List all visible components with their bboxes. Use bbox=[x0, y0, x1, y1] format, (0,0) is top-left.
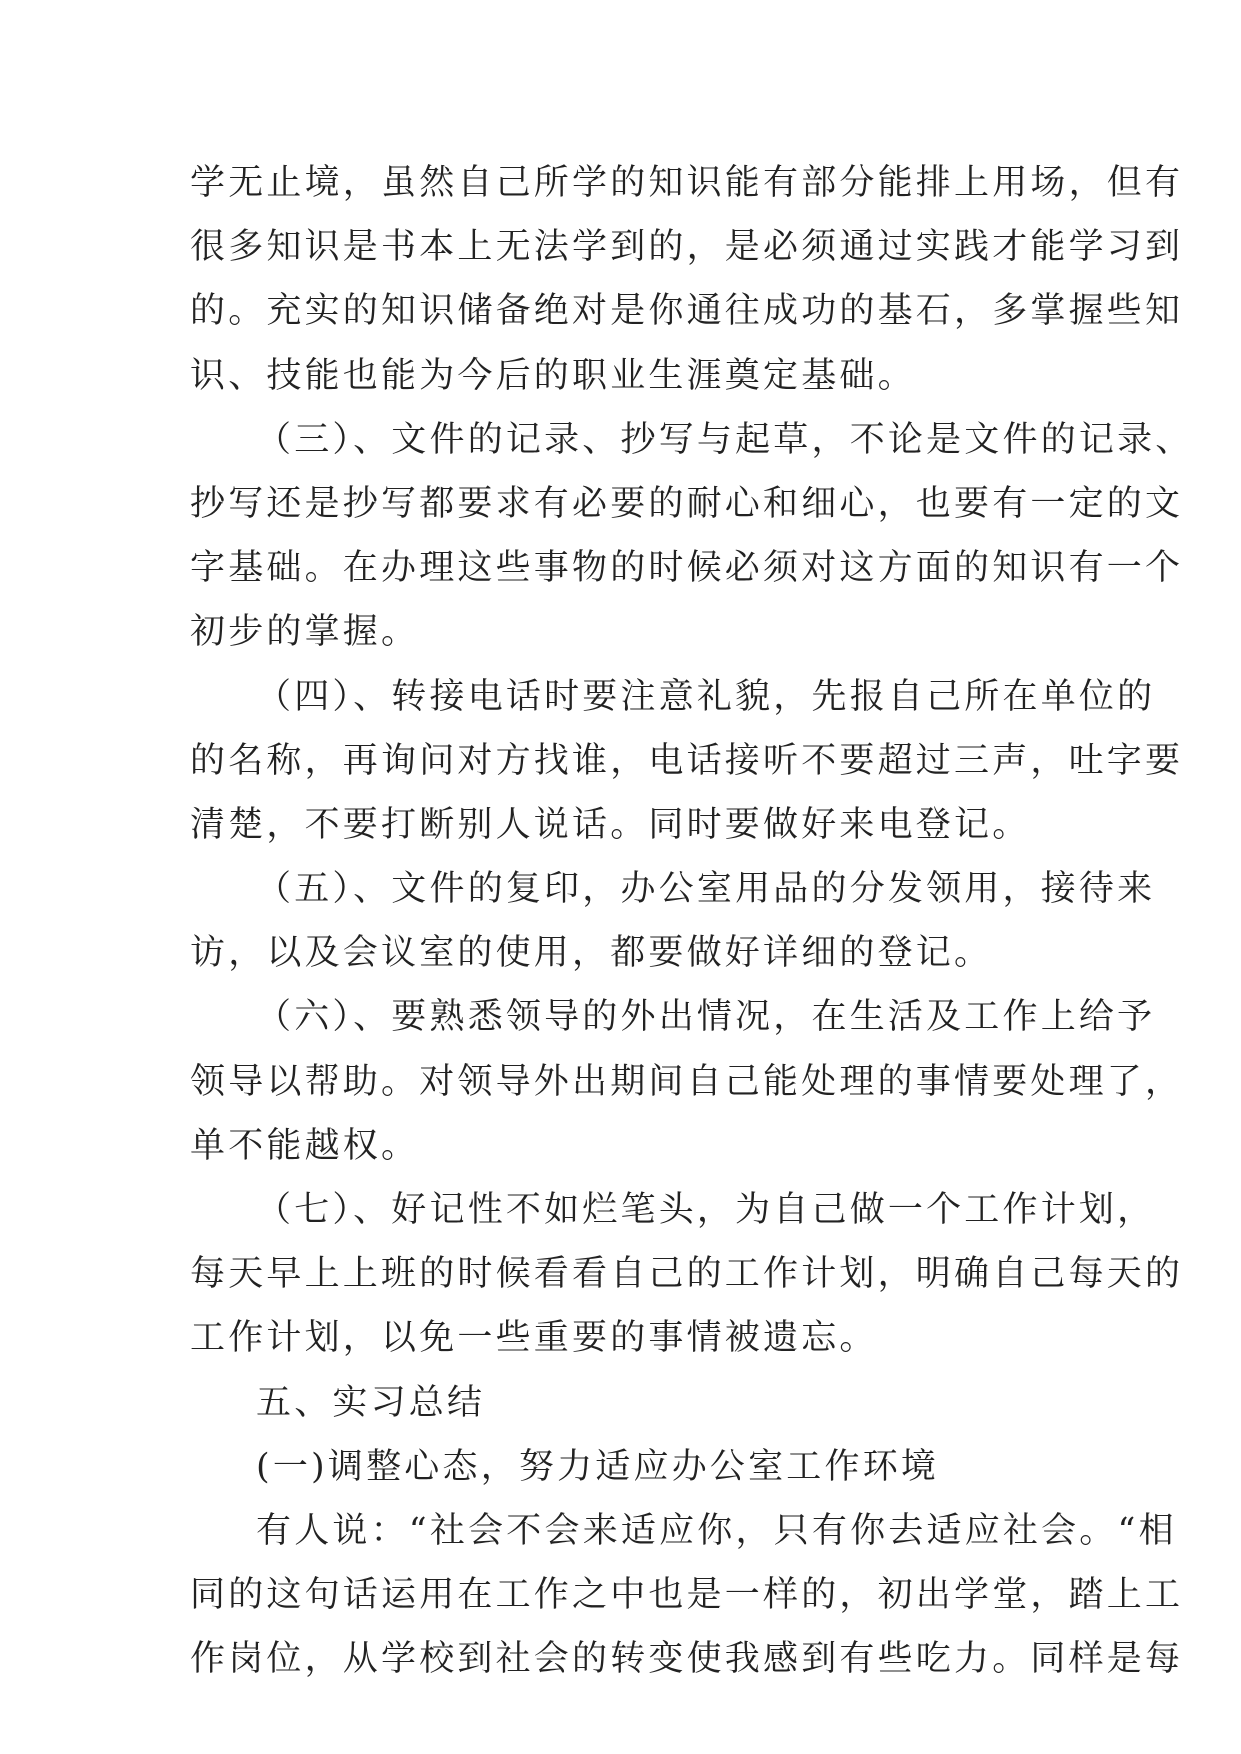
text-line: （三）、文件的记录、抄写与起草，不论是文件的记录、 bbox=[256, 419, 1194, 460]
text-line: 五、实习总结 bbox=[256, 1382, 486, 1423]
text-line: 同的这句话运用在工作之中也是一样的，初出学堂，踏上工 bbox=[190, 1575, 1184, 1616]
text-line: 初步的掌握。 bbox=[190, 612, 420, 653]
text-line: 单不能越权。 bbox=[190, 1125, 420, 1166]
text-line: 访，以及会议室的使用，都要做好详细的登记。 bbox=[190, 933, 993, 974]
text-line: （五）、文件的复印，办公室用品的分发领用，接待来 bbox=[256, 869, 1156, 910]
text-line: 字基础。在办理这些事物的时候必须对这方面的知识有一个 bbox=[190, 548, 1184, 589]
text-line: 的名称，再询问对方找谁，电话接听不要超过三声，吐字要 bbox=[190, 740, 1184, 781]
text-line: 领导以帮助。对领导外出期间自己能处理的事情要处理了， bbox=[190, 1061, 1184, 1102]
text-line: 抄写还是抄写都要求有必要的耐心和细心，也要有一定的文 bbox=[190, 483, 1184, 524]
text-line: 每天早上上班的时候看看自己的工作计划，明确自己每天的 bbox=[190, 1254, 1184, 1295]
text-line: （七）、好记性不如烂笔头，为自己做一个工作计划， bbox=[256, 1190, 1156, 1230]
text-line: （六）、要熟悉领导的外出情况，在生活及工作上给予 bbox=[256, 997, 1156, 1038]
text-line: 学无止境，虽然自己所学的知识能有部分能排上用场，但有 bbox=[190, 163, 1184, 203]
text-line: 工作计划，以免一些重要的事情被遗忘。 bbox=[190, 1318, 878, 1359]
text-line: 清楚，不要打断别人说话。同时要做好来电登记。 bbox=[190, 804, 1031, 845]
text-line: 的。充实的知识储备绝对是你通往成功的基石，多掌握些知 bbox=[190, 291, 1184, 332]
text-line: 识、技能也能为今后的职业生涯奠定基础。 bbox=[190, 355, 916, 396]
text-line: 作岗位，从学校到社会的转变使我感到有些吃力。同样是每 bbox=[190, 1639, 1184, 1680]
text-line: （四）、转接电话时要注意礼貌，先报自己所在单位的 bbox=[256, 676, 1156, 717]
text-line: 有人说：“社会不会来适应你，只有你去适应社会。“相 bbox=[256, 1510, 1177, 1551]
text-line: 很多知识是书本上无法学到的，是必须通过实践才能学习到 bbox=[190, 227, 1184, 268]
text-line: (一)调整心态，努力适应办公室工作环境 bbox=[256, 1446, 940, 1487]
document-body bbox=[190, 151, 1194, 1692]
